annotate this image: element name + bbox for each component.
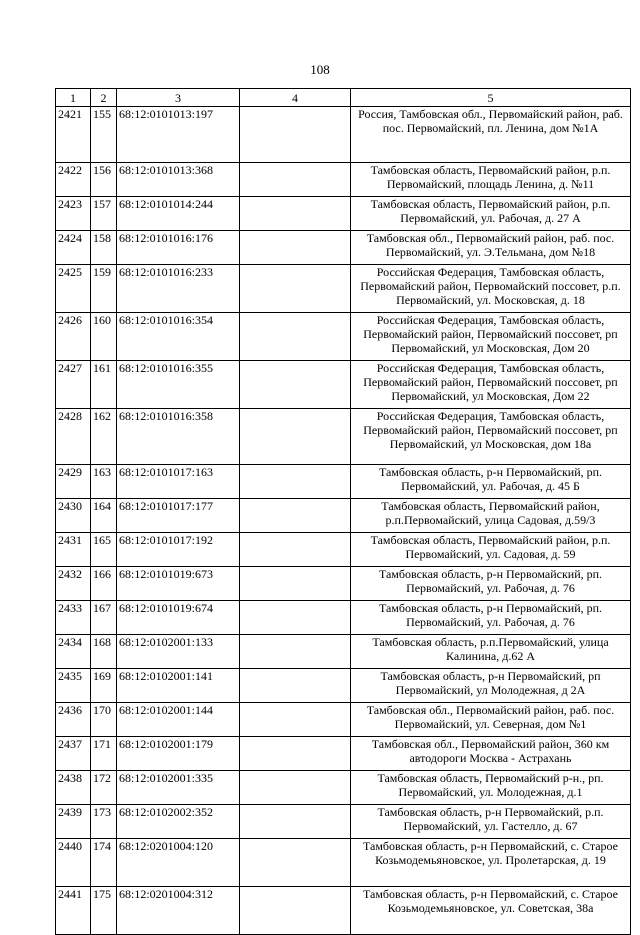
address-cell: Тамбовская область, Первомайский р-н., рп. Первомайский, ул. Молодежная, д.1 <box>351 771 631 805</box>
cadastral-number-cell: 68:12:0101014:244 <box>117 197 240 231</box>
row-number-cell: 2432 <box>56 567 91 601</box>
row-number-cell: 2427 <box>56 361 91 409</box>
row-number-cell: 2426 <box>56 313 91 361</box>
row-index-cell: 166 <box>91 567 117 601</box>
row-number-cell: 2435 <box>56 669 91 703</box>
cadastral-number-cell: 68:12:0102001:141 <box>117 669 240 703</box>
address-cell: Тамбовская область, р.п.Первомайский, улица Калинина, д.62 А <box>351 635 631 669</box>
column-4-cell <box>240 409 351 465</box>
column-4-cell <box>240 805 351 839</box>
table-header-row <box>56 89 631 107</box>
row-number-cell: 2425 <box>56 265 91 313</box>
row-number-cell: 2438 <box>56 771 91 805</box>
address-cell: Тамбовская область, Первомайский район, р.п. Первомайский, ул. Садовая, д. 59 <box>351 533 631 567</box>
row-index-cell: 165 <box>91 533 117 567</box>
row-number-cell: 2437 <box>56 737 91 771</box>
column-4-cell <box>240 887 351 935</box>
column-header-3: 3 <box>117 89 240 107</box>
column-4-cell <box>240 197 351 231</box>
cadastral-number-cell: 68:12:0101016:355 <box>117 361 240 409</box>
registry-table <box>55 88 631 935</box>
address-cell: Тамбовская область, р-н Первомайский, рп. Первомайский, ул. Рабочая, д. 45 Б <box>351 465 631 499</box>
table-row <box>56 197 631 231</box>
row-number-cell: 2422 <box>56 163 91 197</box>
row-index-cell: 162 <box>91 409 117 465</box>
address-cell: Тамбовская обл., Первомайский район, раб. пос. Первомайский, ул. Северная, дом №1 <box>351 703 631 737</box>
row-index-cell: 161 <box>91 361 117 409</box>
address-cell: Тамбовская область, р-н Первомайский, р.п. Первомайский, ул. Гастелло, д. 67 <box>351 805 631 839</box>
row-index-cell: 159 <box>91 265 117 313</box>
column-4-cell <box>240 465 351 499</box>
column-4-cell <box>240 601 351 635</box>
cadastral-number-cell: 68:12:0101016:176 <box>117 231 240 265</box>
address-cell: Российская Федерация, Тамбовская область, Первомайский район, Первомайский поссовет, рп Первомайский, ул Московская, дом 18а <box>351 409 631 465</box>
row-index-cell: 173 <box>91 805 117 839</box>
address-cell: Российская Федерация, Тамбовская область, Первомайский район, Первомайский поссовет, рп Первомайский, ул Московская, Дом 22 <box>351 361 631 409</box>
column-4-cell <box>240 533 351 567</box>
cadastral-number-cell: 68:12:0101017:177 <box>117 499 240 533</box>
table-row <box>56 409 631 465</box>
column-4-cell <box>240 669 351 703</box>
address-cell: Тамбовская область, р-н Первомайский, с. Старое Козьмодемьяновское, ул. Пролетарская, д. 19 <box>351 839 631 887</box>
row-number-cell: 2421 <box>56 107 91 163</box>
cadastral-number-cell: 68:12:0101016:233 <box>117 265 240 313</box>
row-index-cell: 169 <box>91 669 117 703</box>
cadastral-number-cell: 68:12:0201004:120 <box>117 839 240 887</box>
cadastral-number-cell: 68:12:0101017:192 <box>117 533 240 567</box>
address-cell: Тамбовская обл., Первомайский район, 360 км автодороги Москва - Астрахань <box>351 737 631 771</box>
table-row <box>56 703 631 737</box>
column-4-cell <box>240 839 351 887</box>
table-row <box>56 265 631 313</box>
column-4-cell <box>240 361 351 409</box>
column-4-cell <box>240 265 351 313</box>
cadastral-number-cell: 68:12:0101013:197 <box>117 107 240 163</box>
cadastral-number-cell: 68:12:0101017:163 <box>117 465 240 499</box>
address-cell: Российская Федерация, Тамбовская область, Первомайский район, Первомайский поссовет, р.п. Первомайский, ул. Московская, д. 18 <box>351 265 631 313</box>
row-number-cell: 2434 <box>56 635 91 669</box>
address-cell: Тамбовская область, р-н Первомайский, рп Первомайский, ул Молодежная, д 2А <box>351 669 631 703</box>
table-row <box>56 771 631 805</box>
table-row <box>56 887 631 935</box>
cadastral-number-cell: 68:12:0102001:179 <box>117 737 240 771</box>
column-4-cell <box>240 635 351 669</box>
address-cell: Тамбовская обл., Первомайский район, раб. пос. Первомайский, ул. Э.Тельмана, дом №18 <box>351 231 631 265</box>
row-number-cell: 2423 <box>56 197 91 231</box>
address-cell: Тамбовская область, р-н Первомайский, с. Старое Козьмодемьяновское, ул. Советская, 38а <box>351 887 631 935</box>
table-row <box>56 567 631 601</box>
column-header-4: 4 <box>240 89 351 107</box>
table-row <box>56 499 631 533</box>
row-index-cell: 163 <box>91 465 117 499</box>
row-index-cell: 160 <box>91 313 117 361</box>
cadastral-number-cell: 68:12:0102001:144 <box>117 703 240 737</box>
row-index-cell: 156 <box>91 163 117 197</box>
table-row <box>56 839 631 887</box>
row-number-cell: 2441 <box>56 887 91 935</box>
page-number: 108 <box>310 62 330 77</box>
cadastral-number-cell: 68:12:0101016:358 <box>117 409 240 465</box>
cadastral-number-cell: 68:12:0102001:335 <box>117 771 240 805</box>
row-number-cell: 2431 <box>56 533 91 567</box>
column-4-cell <box>240 737 351 771</box>
column-header-5: 5 <box>351 89 631 107</box>
table-row <box>56 737 631 771</box>
address-cell: Тамбовская область, р-н Первомайский, рп. Первомайский, ул. Рабочая, д. 76 <box>351 567 631 601</box>
row-index-cell: 164 <box>91 499 117 533</box>
column-4-cell <box>240 313 351 361</box>
row-number-cell: 2429 <box>56 465 91 499</box>
row-index-cell: 170 <box>91 703 117 737</box>
table-row <box>56 107 631 163</box>
table-row <box>56 231 631 265</box>
column-4-cell <box>240 703 351 737</box>
table-row <box>56 533 631 567</box>
column-4-cell <box>240 231 351 265</box>
address-cell: Тамбовская область, р-н Первомайский, рп. Первомайский, ул. Рабочая, д. 76 <box>351 601 631 635</box>
row-number-cell: 2428 <box>56 409 91 465</box>
address-cell: Российская Федерация, Тамбовская область, Первомайский район, Первомайский поссовет, рп Первомайский, ул Московская, Дом 20 <box>351 313 631 361</box>
column-header-2: 2 <box>91 89 117 107</box>
row-number-cell: 2440 <box>56 839 91 887</box>
table-row <box>56 669 631 703</box>
table-row <box>56 465 631 499</box>
cadastral-number-cell: 68:12:0102002:352 <box>117 805 240 839</box>
row-number-cell: 2424 <box>56 231 91 265</box>
row-number-cell: 2433 <box>56 601 91 635</box>
column-4-cell <box>240 163 351 197</box>
address-cell: Тамбовская область, Первомайский район, р.п. Первомайский, ул. Рабочая, д. 27 А <box>351 197 631 231</box>
cadastral-number-cell: 68:12:0101016:354 <box>117 313 240 361</box>
address-cell: Тамбовская область, Первомайский район, р.п. Первомайский, площадь Ленина, д. №11 <box>351 163 631 197</box>
table-row <box>56 635 631 669</box>
address-cell: Тамбовская область, Первомайский район, р.п.Первомайский, улица Садовая, д.59/3 <box>351 499 631 533</box>
column-4-cell <box>240 107 351 163</box>
column-4-cell <box>240 567 351 601</box>
table-row <box>56 601 631 635</box>
row-number-cell: 2430 <box>56 499 91 533</box>
table-row <box>56 361 631 409</box>
address-cell: Россия, Тамбовская обл., Первомайский район, раб. пос. Первомайский, пл. Ленина, дом №1А <box>351 107 631 163</box>
row-index-cell: 171 <box>91 737 117 771</box>
cadastral-number-cell: 68:12:0101013:368 <box>117 163 240 197</box>
table-row <box>56 805 631 839</box>
row-index-cell: 155 <box>91 107 117 163</box>
table-row <box>56 163 631 197</box>
row-index-cell: 172 <box>91 771 117 805</box>
column-4-cell <box>240 499 351 533</box>
column-4-cell <box>240 771 351 805</box>
row-index-cell: 174 <box>91 839 117 887</box>
cadastral-number-cell: 68:12:0101019:674 <box>117 601 240 635</box>
cadastral-number-cell: 68:12:0201004:312 <box>117 887 240 935</box>
row-number-cell: 2436 <box>56 703 91 737</box>
table-row <box>56 313 631 361</box>
row-number-cell: 2439 <box>56 805 91 839</box>
row-index-cell: 167 <box>91 601 117 635</box>
row-index-cell: 168 <box>91 635 117 669</box>
row-index-cell: 157 <box>91 197 117 231</box>
column-header-1: 1 <box>56 89 91 107</box>
cadastral-number-cell: 68:12:0102001:133 <box>117 635 240 669</box>
row-index-cell: 158 <box>91 231 117 265</box>
cadastral-number-cell: 68:12:0101019:673 <box>117 567 240 601</box>
row-index-cell: 175 <box>91 887 117 935</box>
